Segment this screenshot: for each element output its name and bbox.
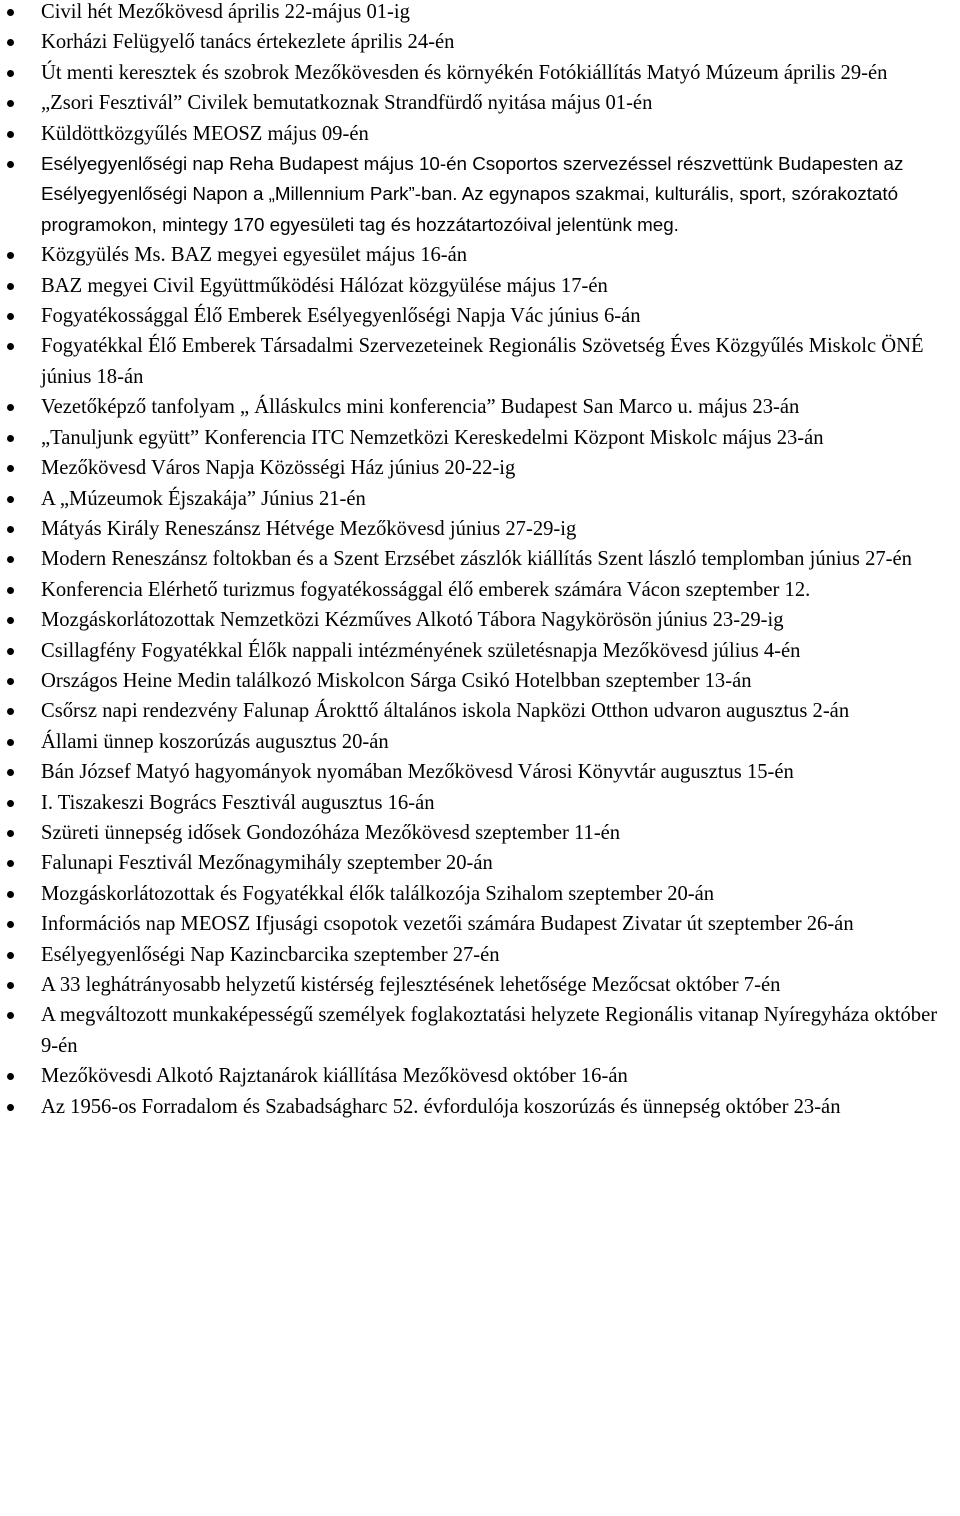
list-item-text: Országos Heine Medin találkozó Miskolcon Sárga Csikó Hotelbban szeptember 13-án [41,669,752,692]
list-item-text: BAZ megyei Civil Együttműködési Hálózat közgyülése május 17-én [41,274,608,297]
list-item [41,240,959,270]
bullet-icon [7,252,14,259]
list-item [41,727,959,757]
list-item-text: Csillagfény Fogyatékkal Élők nappali intézményének születésnapja Mezőkövesd július 4-én [41,639,801,662]
list-item [41,1000,959,1061]
list-item-text: Küldöttközgyűlés MEOSZ május 09-én [41,122,369,145]
bullet-icon [7,313,14,320]
bullet-icon [7,648,14,655]
bullet-icon [7,708,14,715]
list-item-text: Konferencia Elérhető turizmus fogyatékossággal élő emberek számára Vácon szeptember 12. [41,578,811,601]
list-item [41,271,959,301]
bullet-icon [7,982,14,989]
list-item-text: „Zsori Fesztivál” Civilek bemutatkoznak Strandfürdő nyitása május 01-én [41,92,653,115]
list-item-text: Falunapi Fesztivál Mezőnagymihály szeptember 20-án [41,852,493,875]
list-item-text: Civil hét Mezőkövesd április 22-május 01-ig [41,1,410,23]
bullet-icon [7,556,14,563]
event-list [41,0,959,1122]
list-item [41,848,959,878]
list-item [41,757,959,787]
list-item [41,119,959,149]
list-item [41,88,959,118]
list-item [41,301,959,331]
list-item-text: Fogyatékossággal Élő Emberek Esélyegyenlőségi Napja Vác június 6-án [41,305,641,328]
list-item-text: A 33 leghátrányosabb helyzetű kistérség fejlesztésének lehetősége Mezőcsat október 7-én [41,974,781,996]
list-item-text: Információs nap MEOSZ Ifjusági csopotok vezetői számára Budapest Zivatar út szeptember 26-án [41,913,854,936]
bullet-icon [7,496,14,503]
list-item [41,544,959,574]
list-item-text: Modern Reneszánsz foltokban és a Szent Erzsébet zászlók kiállítás Szent lászló templomban június 27-én [41,548,912,571]
list-item-text: A megváltozott munkaképességű személyek foglakoztatási helyzete Regionális vitanap Nyíregyháza október 9-én [41,1004,938,1057]
list-item-text: Mezőkövesd Város Napja Közösségi Ház június 20-22-ig [41,457,516,480]
bullet-icon [7,739,14,746]
list-item [41,27,959,57]
bullet-icon [7,587,14,594]
list-item-text: Esélyegyenlőségi nap Reha Budapest május 10-én Csoportos szervezéssel részvettünk Budapesten az Esélyegyenlőségi Napon a „Millennium Park”-ban. Az egynapos szakmai, kulturális, sport, szórakoztató programokon, mintegy 170 egyesületi tag és hozzátartozóival jelentünk meg. [41,153,904,235]
list-item-text: „Tanuljunk együtt” Konferencia ITC Nemzetközi Kereskedelmi Központ Miskolc május 23-án [41,426,824,449]
bullet-icon [7,1012,14,1019]
list-item [41,909,959,939]
list-item [41,666,959,696]
list-item-text: A „Múzeumok Éjszakája” Június 21-én [41,487,366,510]
bullet-icon [7,526,14,533]
bullet-icon [7,921,14,928]
list-item [41,0,959,27]
list-item [41,696,959,726]
list-item-text: Mozgáskorlátozottak és Fogyatékkal élők találkozója Szihalom szeptember 20-án [41,882,715,905]
list-item [41,1061,959,1091]
bullet-icon [7,678,14,685]
list-item-text: Bán József Matyó hagyományok nyomában Mezőkövesd Városi Könyvtár augusztus 15-én [41,761,794,784]
list-item-text: Mátyás Király Reneszánsz Hétvége Mezőkövesd június 27-29-ig [41,517,577,540]
bullet-icon [7,800,14,807]
bullet-icon [7,161,14,168]
bullet-icon [7,1104,14,1111]
bullet-icon [7,891,14,898]
list-item-text: Állami ünnep koszorúzás augusztus 20-án [41,730,389,753]
list-item [41,636,959,666]
list-item-text: Mozgáskorlátozottak Nemzetközi Kézműves Alkotó Tábora Nagykörösön június 23-29-ig [41,609,784,632]
bullet-icon [7,860,14,867]
bullet-icon [7,70,14,77]
bullet-icon [7,769,14,776]
list-item [41,392,959,422]
list-item [41,879,959,909]
list-item [41,149,959,240]
bullet-icon [7,131,14,138]
bullet-icon [7,617,14,624]
bullet-icon [7,343,14,350]
list-item [41,423,959,453]
bullet-icon [7,9,14,16]
bullet-icon [7,283,14,290]
list-item [41,484,959,514]
list-item-text: Az 1956-os Forradalom és Szabadságharc 52. évfordulója koszorúzás és ünnepség október 23-án [41,1095,841,1118]
list-item-text: Fogyatékkal Élő Emberek Társadalmi Szervezeteinek Regionális Szövetség Éves Közgyűlés Miskolc ÖNÉ június 18-án [41,335,924,388]
list-item-text: I. Tiszakeszi Bogrács Fesztivál augusztus 16-án [41,791,435,814]
list-item [41,970,959,1000]
list-item-text: Út menti keresztek és szobrok Mezőkövesden és környékén Fotókiállítás Matyó Múzeum április 29-én [41,61,888,84]
list-item [41,575,959,605]
list-item [41,818,959,848]
bullet-icon [7,39,14,46]
list-item [41,453,959,483]
list-item [41,514,959,544]
bullet-icon [7,1073,14,1080]
list-item [41,1092,959,1122]
list-item-text: Csőrsz napi rendezvény Falunap Árokttő általános iskola Napközi Otthon udvaron augusztus 2-án [41,700,850,723]
list-item-text: Közgyülés Ms. BAZ megyei egyesület május 16-án [41,244,468,267]
list-item [41,58,959,88]
bullet-icon [7,952,14,959]
bullet-icon [7,404,14,411]
list-item-text: Szüreti ünnepség idősek Gondozóháza Mezőkövesd szeptember 11-én [41,821,621,844]
list-item [41,788,959,818]
list-item [41,940,959,970]
list-item-text: Korházi Felügyelő tanács értekezlete április 24-én [41,31,455,54]
bullet-icon [7,830,14,837]
list-item-text: Vezetőképző tanfolyam „ Álláskulcs mini konferencia” Budapest San Marco u. május 23-án [41,396,800,419]
bullet-icon [7,100,14,107]
list-item-text: Mezőkövesdi Alkotó Rajztanárok kiállítása Mezőkövesd október 16-án [41,1065,628,1088]
list-item-text: Esélyegyenlőségi Nap Kazincbarcika szeptember 27-én [41,943,500,966]
list-item [41,605,959,635]
bullet-icon [7,435,14,442]
list-item [41,331,959,392]
bullet-icon [7,465,14,472]
